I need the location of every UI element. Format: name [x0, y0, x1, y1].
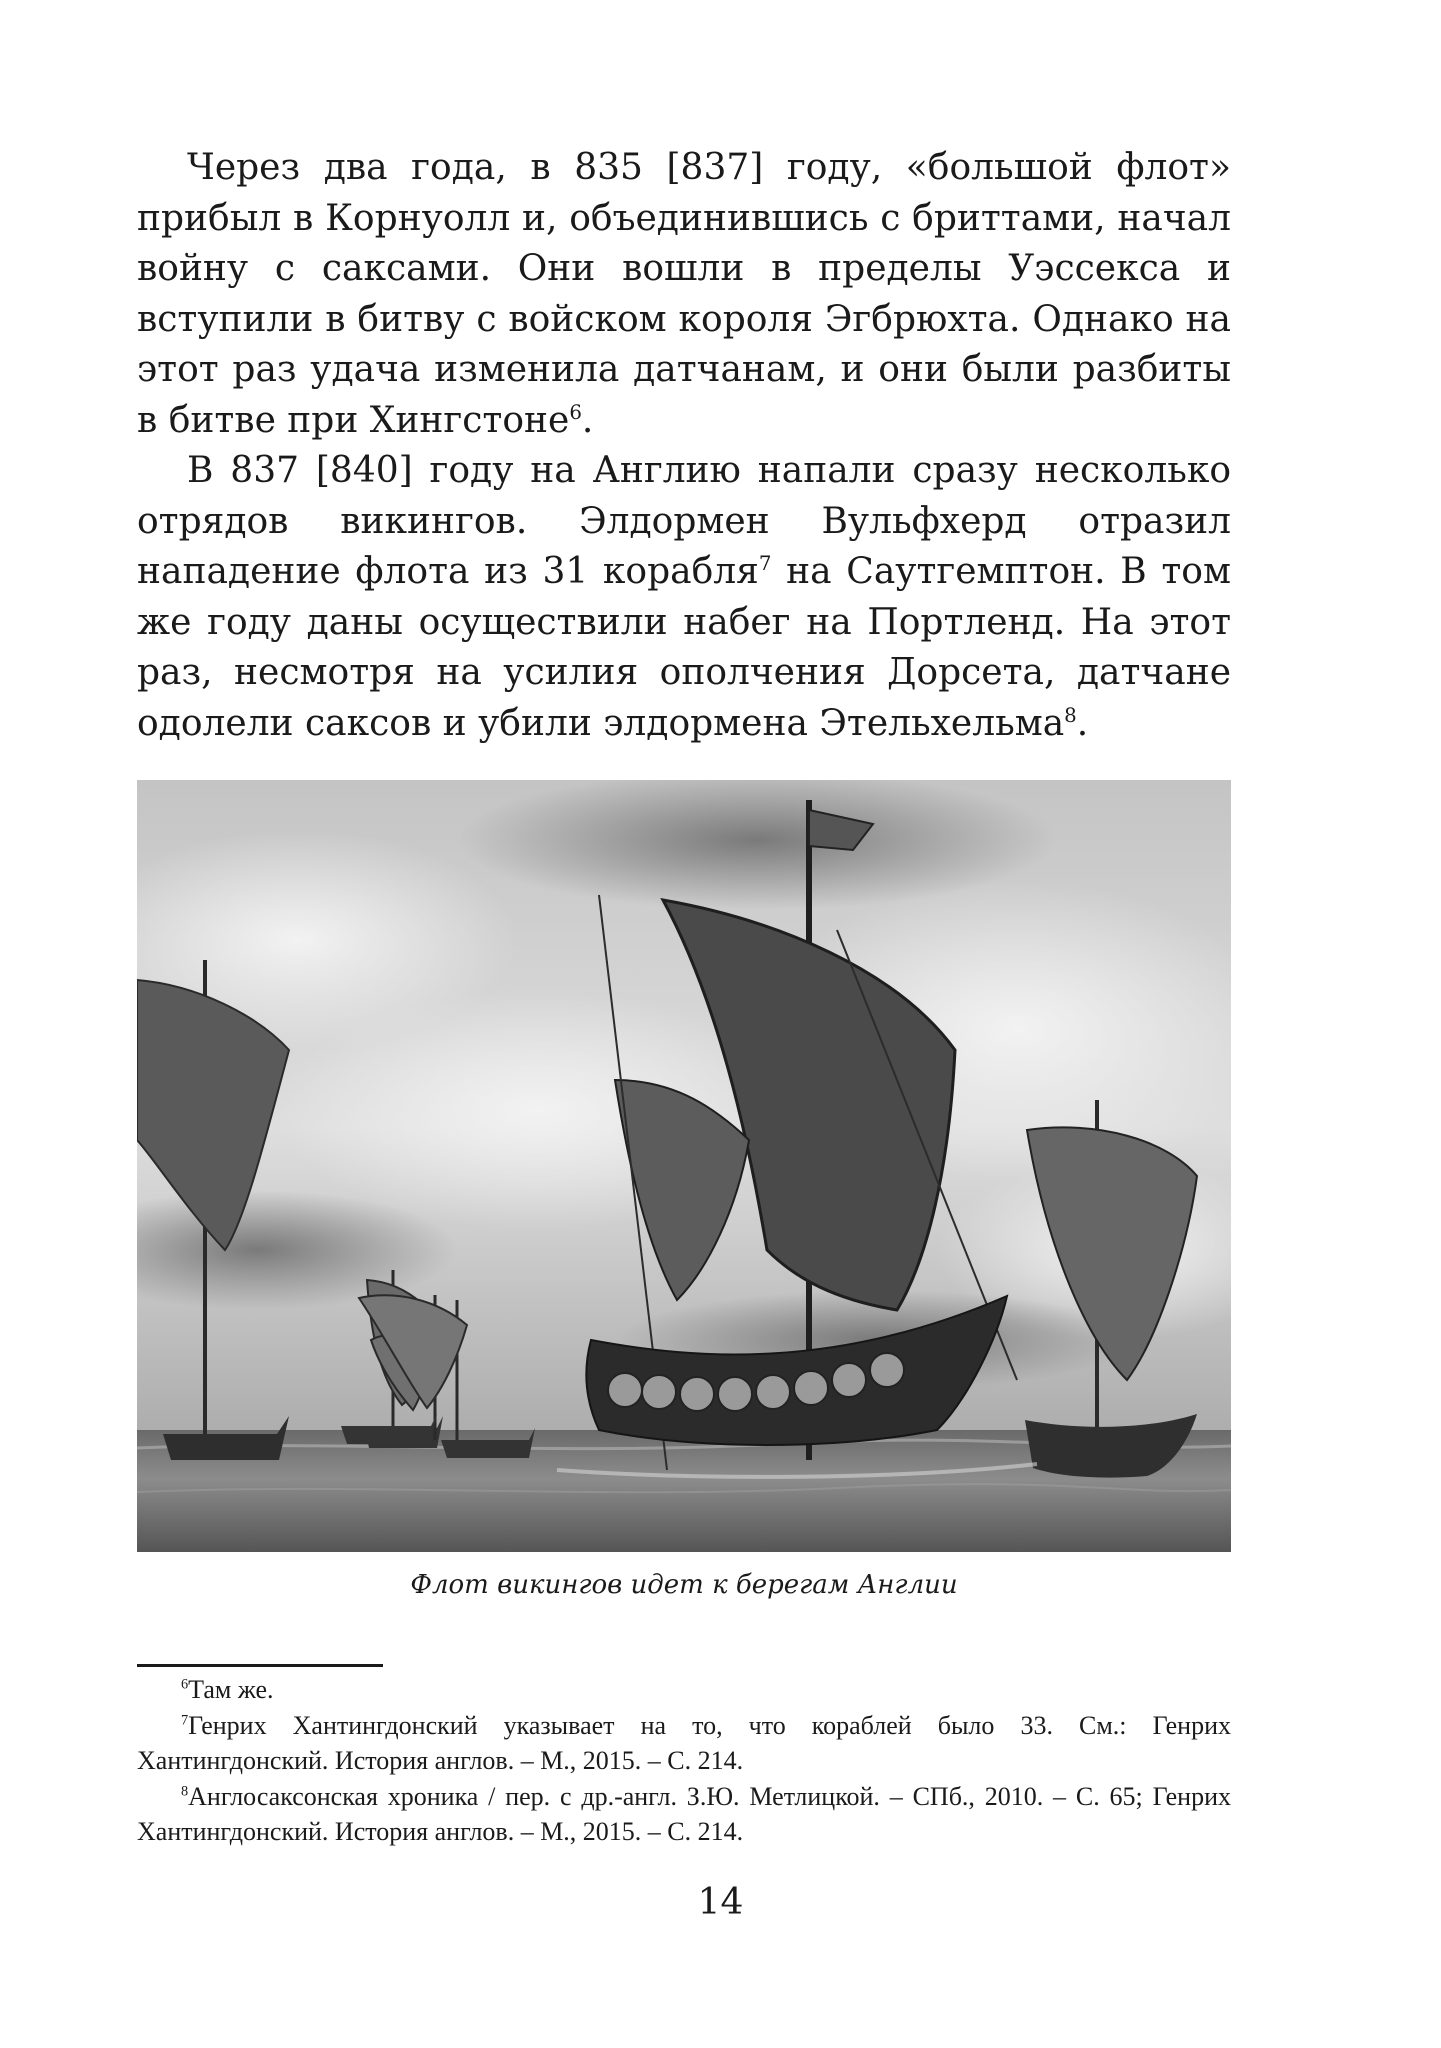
footnote-text: Генрих Хантингдонский указывает на то, что кораблей было 33. См.: Генрих Хантингдонский. История англов. – М., 2015. – С. 214.: [137, 1710, 1231, 1775]
viking-fleet-picture: [137, 780, 1231, 1552]
figure-caption: Флот викингов идет к берегам Англии: [410, 1570, 958, 1600]
footnote-8: [137, 1779, 1231, 1850]
footnote-number: 8: [181, 1782, 189, 1799]
paragraph-2: В 837 [840] году на Англию напали сразу несколько отрядов викингов. Элдормен Вульфхерд отразил нападение флота из 31 корабля$^7$ на Саутгемптон. В том же году даны осуществили набег на Портленд. На этот раз, несмотря на усилия ополчения Дорсета, датчане одолели саксов и убили элдормена Этельхельма$^8$.: [137, 450, 1231, 744]
footnote-number: 7: [181, 1711, 189, 1728]
footnote-text: Там же.: [188, 1675, 274, 1704]
footnote-6: [137, 1672, 1231, 1708]
footnote-ref-6[interactable]: 6: [569, 400, 582, 424]
body-text: [137, 143, 1231, 749]
footnote-number: 6: [181, 1676, 189, 1693]
footnote-7: [137, 1708, 1231, 1779]
footnote-separator: [137, 1664, 383, 1667]
page-number: 14: [697, 1882, 744, 1923]
footnote-ref-7[interactable]: 7: [758, 552, 772, 575]
footnote-text: Англосаксонская хроника / пер. с др.-англ. З.Ю. Метлицкой. – СПб., 2010. – С. 65; Генрих Хантингдонский. История англов. – М., 2015. – С. 214.: [137, 1781, 1231, 1846]
footnote-ref-8[interactable]: 8: [1064, 703, 1077, 727]
viking-ships-illustration: [137, 780, 1231, 1552]
footnotes: [137, 1672, 1231, 1850]
paragraph-1: Через два года, в 835 [837] году, «большой флот» прибыл в Корнуолл и, объединившись с бриттами, начал войну с саксами. Они вошли в пределы Уэссекса и вступили в битву с войском короля Эгбрюхта. Однако на этот раз удача изменила датчанам, и они были разбиты в битве при Хингстоне$^6$.: [137, 147, 1231, 441]
